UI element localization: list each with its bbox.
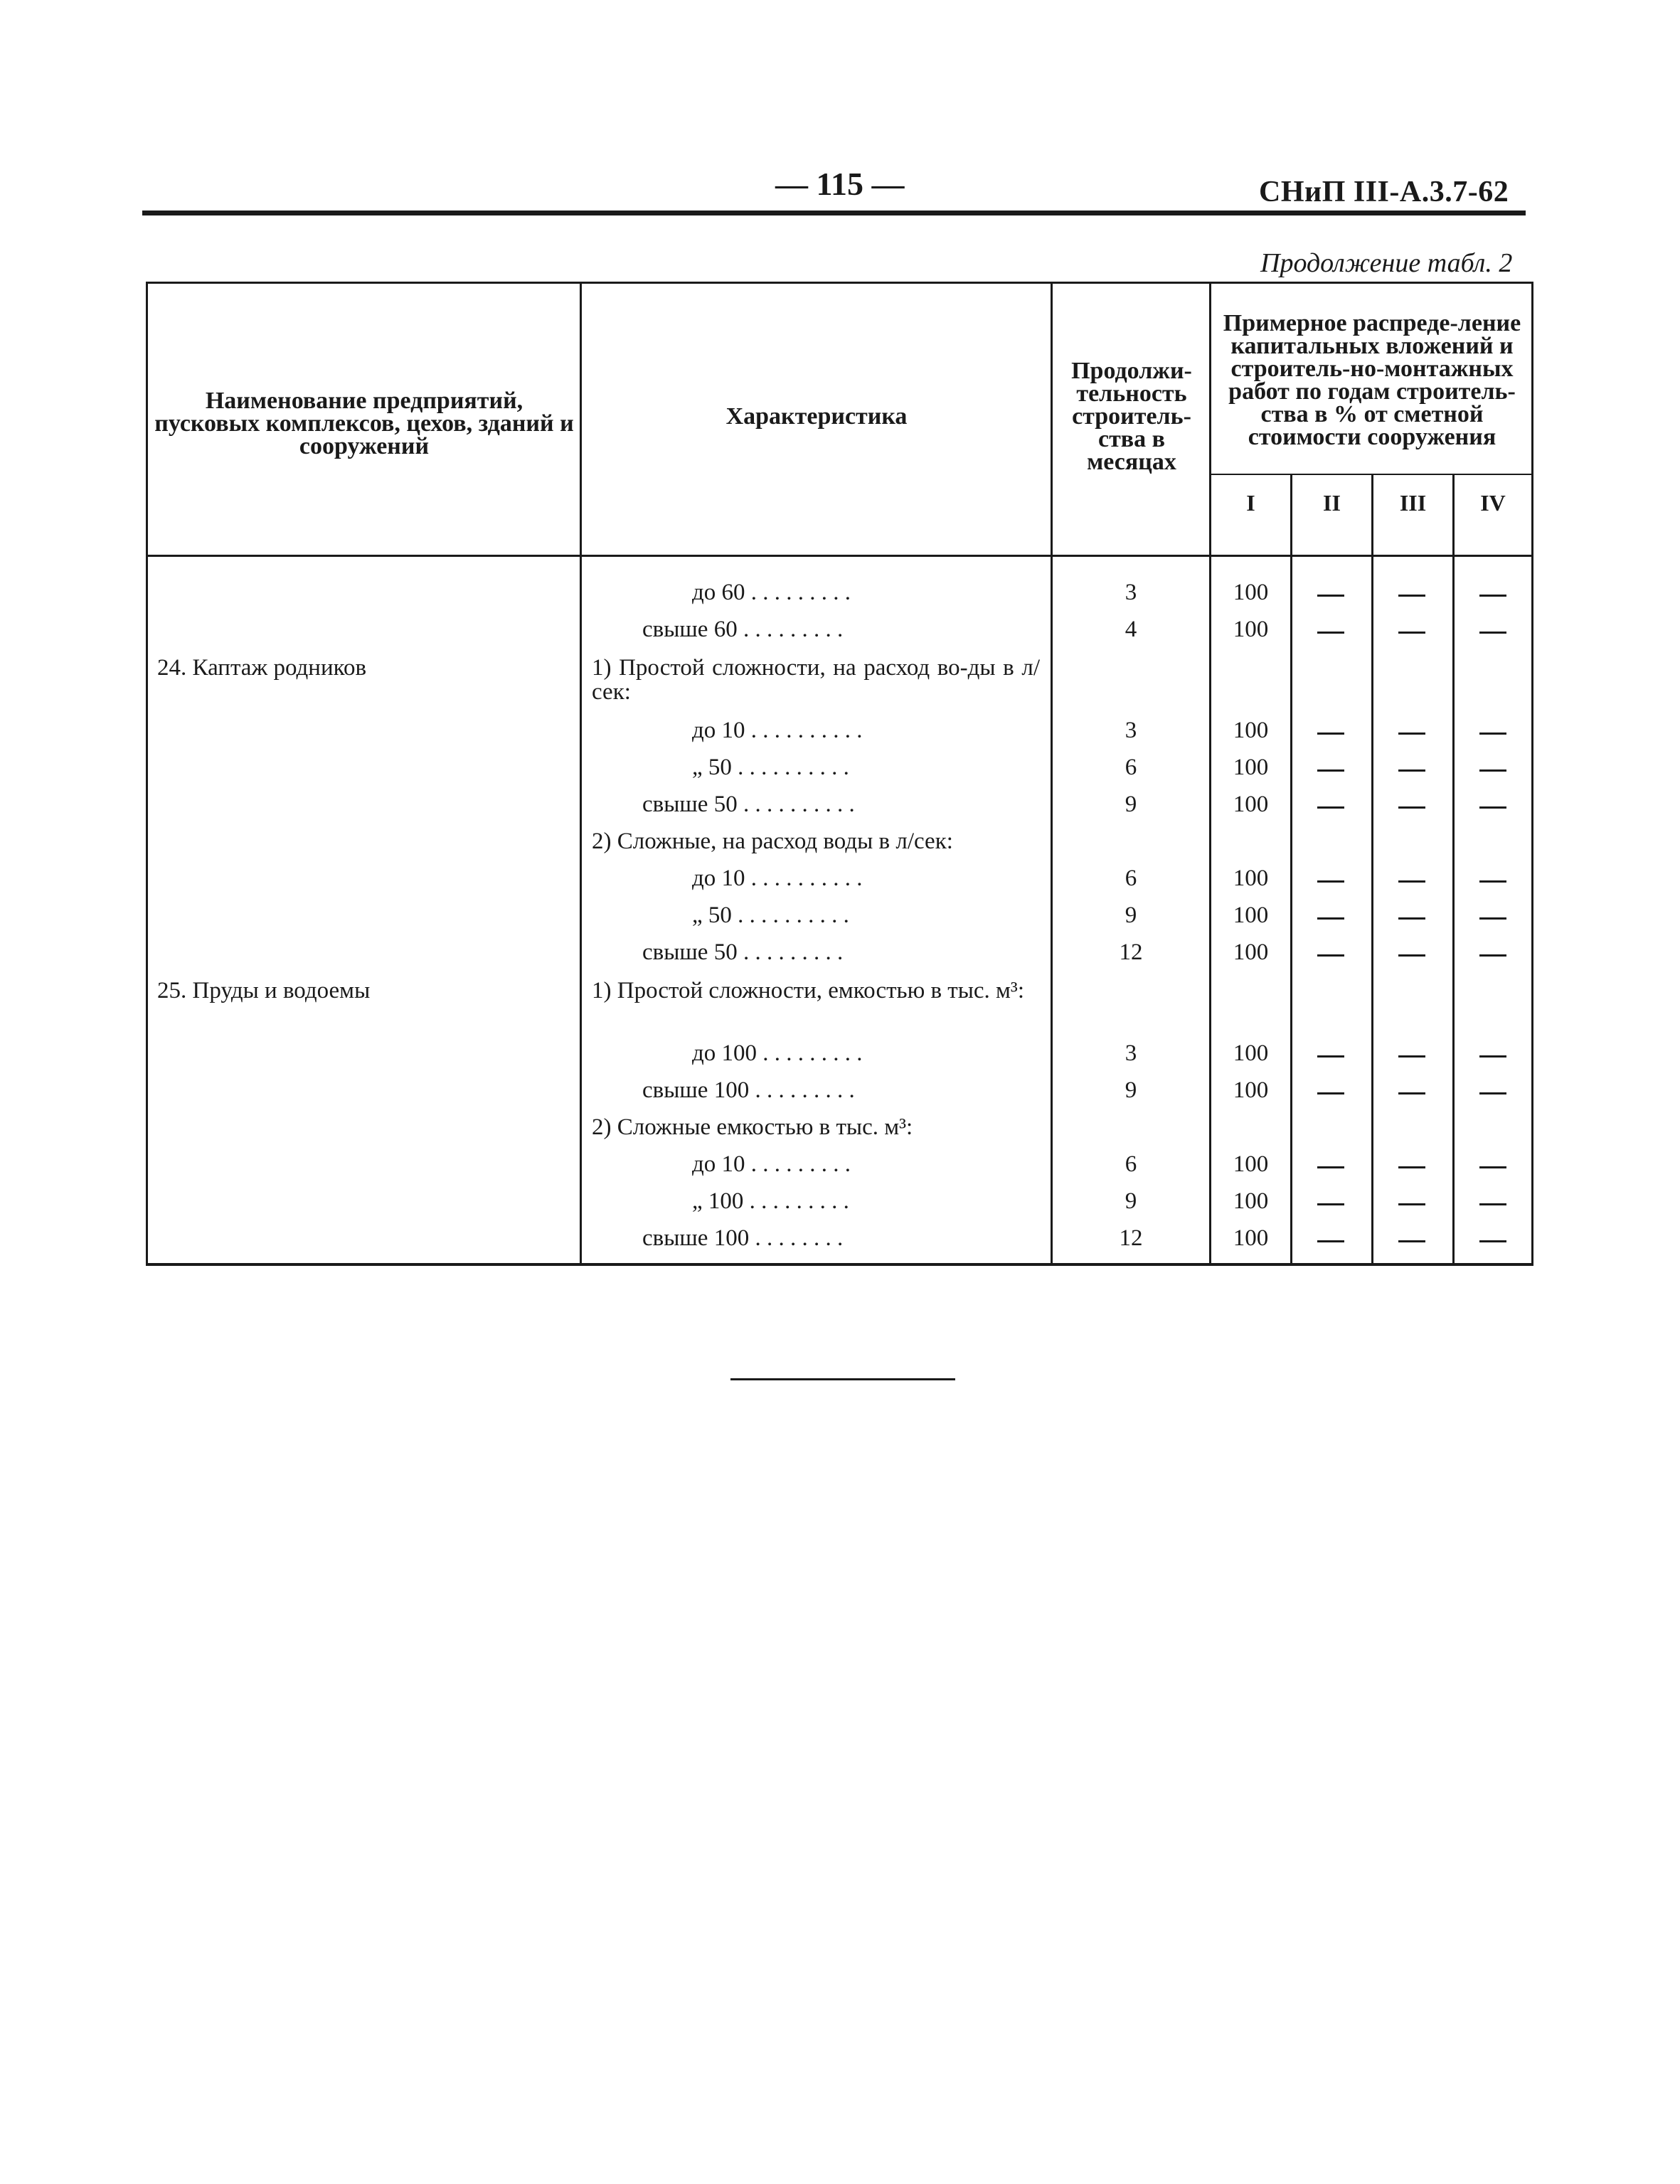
dash-mark <box>1317 632 1344 634</box>
year-1-cell: 100 <box>1233 865 1269 891</box>
item-name: 25. Пруды и водоемы <box>157 978 371 1003</box>
characteristic-cell: до 10 . . . . . . . . . . <box>692 718 863 743</box>
table-bottom-border <box>146 1263 1533 1266</box>
year-1-cell: 100 <box>1233 755 1269 780</box>
characteristic-cell: до 10 . . . . . . . . . . <box>692 865 863 891</box>
table-continuation-label: Продолжение табл. 2 <box>1260 248 1513 278</box>
characteristic-cell: „ 50 . . . . . . . . . . <box>692 755 849 780</box>
dash-mark <box>1317 769 1344 772</box>
dash-mark <box>1398 1092 1425 1094</box>
duration-cell: 9 <box>1125 902 1137 928</box>
dash-mark <box>1398 769 1425 772</box>
year-1-cell: 100 <box>1233 580 1269 605</box>
year-1-cell: 100 <box>1233 792 1269 817</box>
duration-cell: 12 <box>1119 939 1143 965</box>
year-1-cell: 100 <box>1233 1077 1269 1103</box>
data-table <box>146 282 1533 1266</box>
header-year-2: II <box>1323 489 1341 516</box>
dash-mark <box>1479 1240 1506 1242</box>
duration-cell: 6 <box>1125 1151 1137 1177</box>
dash-mark <box>1317 806 1344 809</box>
dash-mark <box>1398 1203 1425 1205</box>
duration-cell: 6 <box>1125 755 1137 780</box>
duration-cell: 9 <box>1125 1188 1137 1214</box>
characteristic-cell: „ 50 . . . . . . . . . . <box>692 902 849 928</box>
characteristic-cell: до 60 . . . . . . . . . <box>692 580 851 605</box>
header-year-1: I <box>1246 489 1255 516</box>
characteristic-subheading: 2) Сложные, на расход воды в л/сек: <box>592 829 953 854</box>
dash-mark <box>1317 1092 1344 1094</box>
dash-mark <box>1479 1166 1506 1168</box>
dash-mark <box>1479 769 1506 772</box>
characteristic-subheading: 1) Простой сложности, емкостью в тыс. м³: <box>592 978 1024 1003</box>
year-1-cell: 100 <box>1233 1040 1269 1066</box>
dash-mark <box>1398 954 1425 957</box>
header-bottom-border <box>146 555 1533 557</box>
dash-mark <box>1317 733 1344 735</box>
dash-mark <box>1479 1092 1506 1094</box>
dash-mark <box>1479 806 1506 809</box>
dash-mark <box>1317 1203 1344 1205</box>
dash-mark <box>1398 1166 1425 1168</box>
item-name: 24. Каптаж родников <box>157 655 367 681</box>
header-rule <box>142 211 1526 215</box>
duration-cell: 12 <box>1119 1225 1143 1251</box>
header-characteristic: Характеристика <box>725 403 908 430</box>
duration-cell: 6 <box>1125 865 1137 891</box>
header-year-4: IV <box>1480 489 1506 516</box>
characteristic-subheading: 1) Простой сложности, на расход во-ды в л/сек: <box>592 655 1040 705</box>
duration-cell: 3 <box>1125 1040 1137 1066</box>
dash-mark <box>1479 1055 1506 1058</box>
duration-cell: 3 <box>1125 580 1137 605</box>
dash-mark <box>1398 806 1425 809</box>
end-rule <box>730 1378 955 1380</box>
table-left-border <box>146 282 148 1266</box>
header-year-3: III <box>1399 489 1427 516</box>
duration-cell: 9 <box>1125 1077 1137 1103</box>
dash-mark <box>1317 1240 1344 1242</box>
dash-mark <box>1398 733 1425 735</box>
column-divider <box>1290 474 1292 1266</box>
dash-mark <box>1479 733 1506 735</box>
dash-mark <box>1317 595 1344 597</box>
characteristic-cell: свыше 60 . . . . . . . . . <box>642 617 844 642</box>
header-distribution: Примерное распреде-ление капитальных вложений и строитель-но-монтажных работ по годам строитель-ства в % от сметной стоимости сооружения <box>1223 310 1521 450</box>
dash-mark <box>1317 1166 1344 1168</box>
dash-mark <box>1317 917 1344 920</box>
column-divider <box>580 282 582 1266</box>
dash-mark <box>1479 632 1506 634</box>
dash-mark <box>1398 917 1425 920</box>
dash-mark <box>1398 1240 1425 1242</box>
dash-mark <box>1398 880 1425 883</box>
year-1-cell: 100 <box>1233 939 1269 965</box>
dash-mark <box>1317 880 1344 883</box>
column-divider <box>1371 474 1373 1266</box>
dash-mark <box>1398 1055 1425 1058</box>
year-1-cell: 100 <box>1233 617 1269 642</box>
header-duration: Продолжи-тельность строитель-ства в месяцах <box>1071 358 1192 475</box>
dash-mark <box>1317 954 1344 957</box>
dash-mark <box>1398 632 1425 634</box>
dash-mark <box>1398 595 1425 597</box>
document-code: СНиП III-А.3.7-62 <box>1259 176 1509 208</box>
table-top-border <box>146 282 1533 284</box>
duration-cell: 9 <box>1125 792 1137 817</box>
dash-mark <box>1479 1203 1506 1205</box>
column-divider <box>1452 474 1455 1266</box>
dash-mark <box>1479 954 1506 957</box>
characteristic-cell: свыше 100 . . . . . . . . <box>642 1225 844 1251</box>
characteristic-cell: до 100 . . . . . . . . . <box>692 1040 863 1066</box>
year-1-cell: 100 <box>1233 902 1269 928</box>
year-1-cell: 100 <box>1233 1188 1269 1214</box>
characteristic-cell: свыше 50 . . . . . . . . . <box>642 939 844 965</box>
header-name: Наименование предприятий, пусковых комплексов, цехов, зданий и сооружений <box>154 388 574 459</box>
table-right-border <box>1531 282 1533 1266</box>
characteristic-subheading: 2) Сложные емкостью в тыс. м³: <box>592 1114 913 1140</box>
year-1-cell: 100 <box>1233 1225 1269 1251</box>
characteristic-cell: до 10 . . . . . . . . . <box>692 1151 851 1177</box>
duration-cell: 4 <box>1125 617 1137 642</box>
dash-mark <box>1479 595 1506 597</box>
duration-cell: 3 <box>1125 718 1137 743</box>
dash-mark <box>1479 880 1506 883</box>
characteristic-cell: свыше 100 . . . . . . . . . <box>642 1077 855 1103</box>
characteristic-cell: свыше 50 . . . . . . . . . . <box>642 792 855 817</box>
page-number: — 115 — <box>775 166 905 202</box>
year-1-cell: 100 <box>1233 1151 1269 1177</box>
dash-mark <box>1479 917 1506 920</box>
characteristic-cell: „ 100 . . . . . . . . . <box>692 1188 849 1214</box>
year-1-cell: 100 <box>1233 718 1269 743</box>
dash-mark <box>1317 1055 1344 1058</box>
